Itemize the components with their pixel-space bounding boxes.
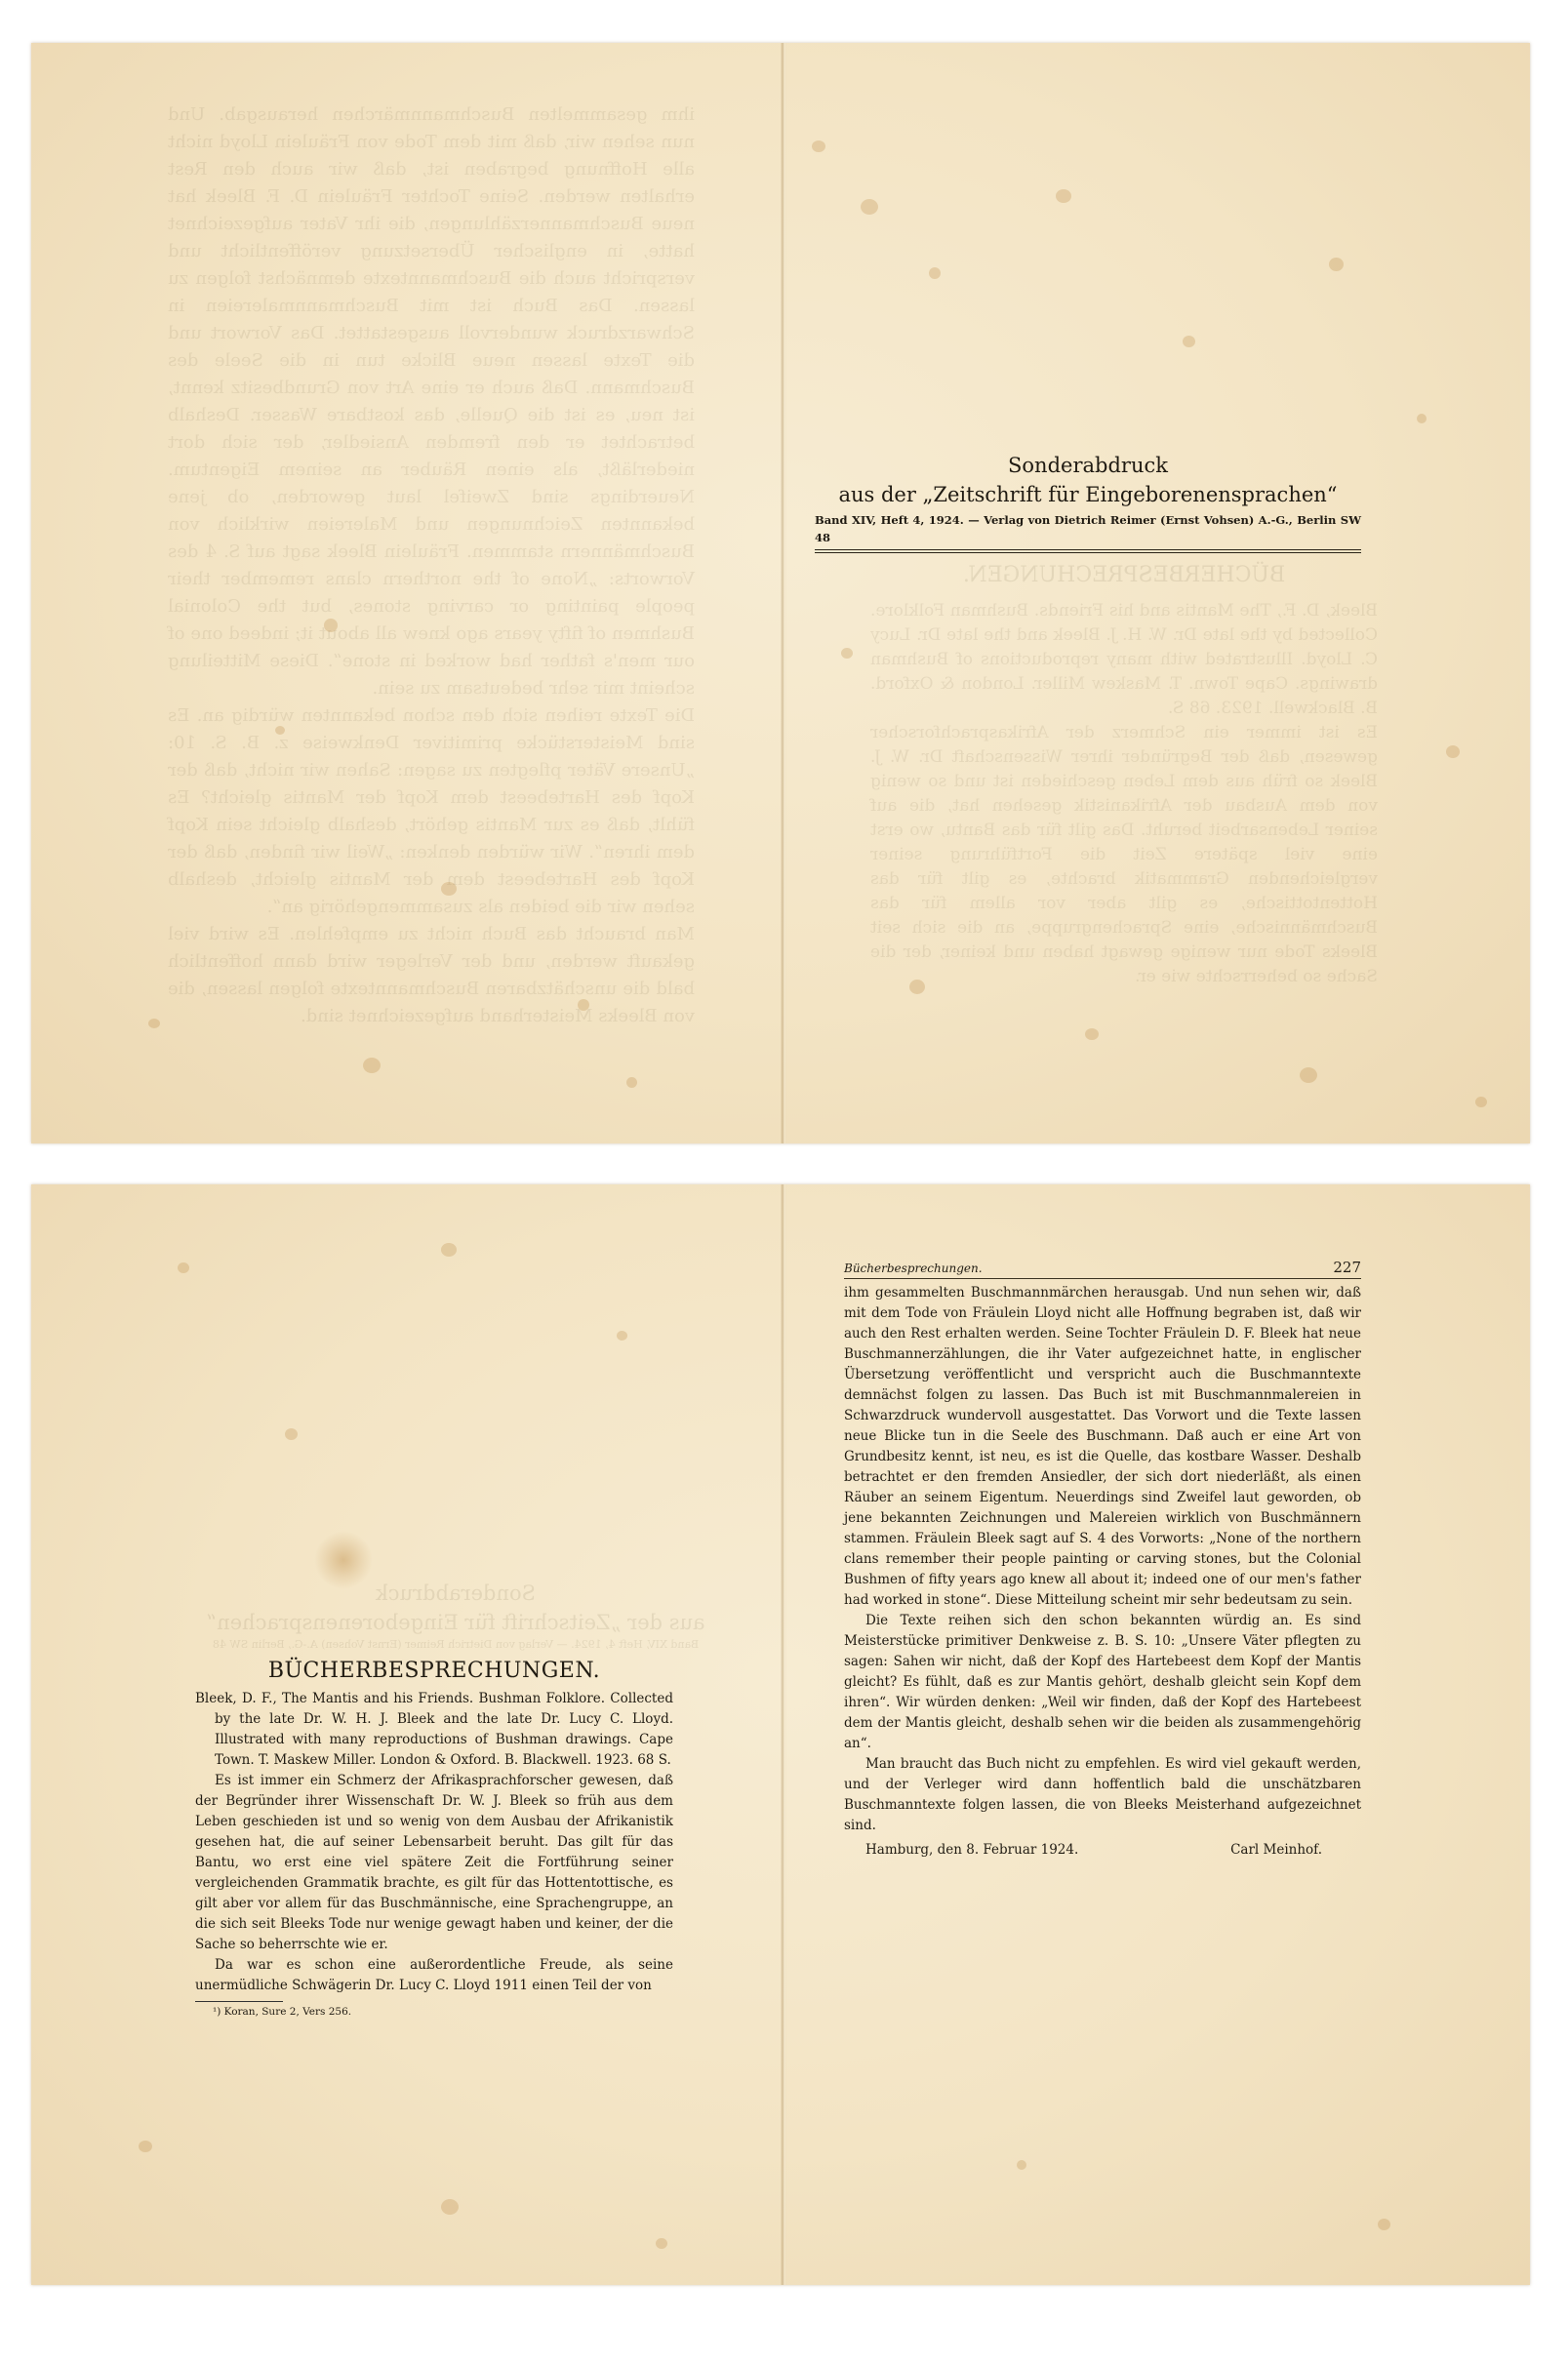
page-number: 227 <box>1333 1259 1361 1276</box>
foxing-spot <box>1378 2219 1390 2230</box>
bleed-through-heading: BÜCHERBESPRECHUNGEN. <box>962 563 1286 587</box>
foxing-spot <box>1017 2160 1026 2170</box>
sonderabdruck-block <box>815 451 1361 553</box>
bleed-through-sonderabdruck: Sonderabdruck aus der „Zeitschrift für Eingeborenensprachen“ Band XIV, Heft 4, 1924. — Verlag von Dietrich Reimer (Ernst Vohsen) A.-G., Berlin SW 48 <box>206 1582 705 1651</box>
foxing-spot <box>1183 336 1195 347</box>
foxing-spot <box>1056 189 1071 203</box>
page-paragraph: Die Texte reihen sich den schon bekannten würdig an. Es sind Meisterstücke primitiver Denkweise z. B. S. 10: „Unsere Väter pflegten zu sagen: Sahen wir nicht, daß der Kopf des Hartebeest dem Kopf der Mantis gleicht? Es fühlt, daß es zur Mantis gehört, deshalb gleicht sein Kopf dem ihren“. Wir würden denken: „Weil wir finden, daß der Kopf des Hartebeest dem der Mantis gleicht, deshalb sehen wir die beiden als zusammengehörig an“. <box>844 1613 1361 1751</box>
footnote-rule <box>195 2001 283 2002</box>
signature-name: Carl Meinhof. <box>1230 1842 1322 1858</box>
foxing-spot <box>1475 1097 1487 1107</box>
signature-line <box>844 1840 1361 1861</box>
bleed-through-left: ihm gesammelten Buschmannmärchen herausgab. Und nun sehen wir, daß mit dem Tode von Fräulein Lloyd nicht alle Hoffnung begraben ist, daß wir auch den Rest erhalten werden. Seine Tochter Fräulein D. F. Bleek hat neue Buschmannerzählungen, die ihr Vater aufgezeichnet hatte, in englischer Übersetzung veröffentlicht und verspricht auch die Buschmanntexte demnächst folgen zu lassen. Das Buch ist mit Buschmannmalereien in Schwarzdruck wundervoll ausgestattet. Das Vorwort und die Texte lassen neue Blicke tun in die Seele des Buschmann. Daß auch er eine Art von Grundbesitz kennt, ist neu, es ist die Quelle, das kostbare Wasser. Deshalb betrachtet er den fremden Ansiedler, der sich dort niederläßt, als einen Räuber an seinem Eigentum. Neuerdings sind Zweifel laut geworden, ob jene bekannten Zeichnungen und Malereien wirklich von Buschmännern stammen. Fräulein Bleek sagt auf S. 4 des Vorworts: „None of the northern clans remember their people painting or carving stones, but the Colonial Bushmen of fifty years ago knew all about it; indeed one of our men's father had worked in stone“. Diese Mitteilung scheint mir sehr bedeutsam zu sein. Die Texte reihen sich den schon bekannten würdig an. Es sind Meisterstücke primitiver Denkweise z. B. S. 10: „Unsere Väter pflegten zu sagen: Sahen wir nicht, daß der Kopf des Hartebeest dem Kopf der Mantis gleicht? Es fühlt, daß es zur Mantis gehört, deshalb gleicht sein Kopf dem ihren“. Wir würden denken: „Weil wir finden, daß der Kopf des Hartebeest dem der Mantis gleicht, deshalb sehen wir die beiden als zusammengehörig an“. Man braucht das Buch nicht zu empfehlen. Es wird viel gekauft werden, und der Verleger wird dann hoffentlich bald die unschätzbaren Buschmanntexte folgen lassen, die von Bleeks Meisterhand aufgezeichnet sind. <box>168 104 695 1026</box>
foxing-spot <box>178 1262 189 1273</box>
review-column <box>195 1659 673 2020</box>
center-fold <box>781 43 786 1143</box>
foxing-spot <box>324 619 338 632</box>
signature-place-date: Hamburg, den 8. Februar 1924. <box>865 1842 1079 1858</box>
foxing-spot <box>285 1428 298 1440</box>
review-heading: BÜCHERBESPRECHUNGEN. <box>267 1659 601 1683</box>
foxing-spot <box>441 1243 457 1257</box>
foxing-spot <box>275 726 285 735</box>
foxing-spot <box>841 648 853 659</box>
bleed-through-right: Bleek, D. F., The Mantis and his Friends. Bushman Folklore. Collected by the late Dr. W. H. J. Bleek and the late Dr. Lucy C. Lloyd. Illustrated with many reproductions of Bushman drawings. Cape Town. T. Maskew Miller. London & Oxford. B. Blackwell. 1923. 68 S. Es ist immer ein Schmerz der Afrikasprachforscher gewesen, daß der Begründer ihrer Wissenschaft Dr. W. J. Bleek so früh aus dem Leben geschieden ist und so wenig von dem Ausbau der Afrikanistik gesehen hat, die auf seiner Lebensarbeit beruht. Das gilt für das Bantu, wo erst eine viel spätere Zeit die Fortführung seiner vergleichenden Grammatik brachte, es gilt für das Hottentottische, es gilt aber vor allem für das Buschmännische, eine Sprachengruppe, an die sich seit Bleeks Tode nur wenige gewagt haben und keiner, der die Sache so beherrschte wie er. <box>870 601 1378 986</box>
foxing-spot <box>861 199 878 215</box>
running-head-title: Bücherbesprechungen. <box>844 1262 983 1275</box>
foxing-spot <box>929 267 941 279</box>
page-paragraph: ihm gesammelten Buschmannmärchen herausgab. Und nun sehen wir, daß mit dem Tode von Fräulein Lloyd nicht alle Hoffnung begraben ist, daß wir auch den Rest erhalten werden. Seine Tochter Fräulein D. F. Bleek hat neue Buschmannerzählungen, die ihr Vater aufgezeichnet hatte, in englischer Übersetzung veröffentlicht und verspricht auch die Buschmanntexte demnächst folgen zu lassen. Das Buch ist mit Buschmannmalereien in Schwarzdruck wundervoll ausgestattet. Das Vorwort und die Texte lassen neue Blicke tun in die Seele des Buschmann. Daß auch er eine Art von Grundbesitz kennt, ist neu, es ist die Quelle, das kostbare Wasser. Deshalb betrachtet er den fremden Ansiedler, der sich dort niederläßt, als einen Räuber an seinem Eigentum. Neuerdings sind Zweifel laut geworden, ob jene bekannten Zeichnungen und Malereien wirklich von Buschmännern stammen. Fräulein Bleek sagt auf S. 4 des Vorworts: „None of the northern clans remember their people painting or carving stones, but the Colonial Bushmen of fifty years ago knew all about it; indeed one of our men's father had worked in stone“. Diese Mitteilung scheint mir sehr bedeutsam zu sein. <box>844 1285 1361 1608</box>
review-bibliography: Bleek, D. F., The Mantis and his Friends. Bushman Folklore. Collected by the late Dr. W. H. J. Bleek and the late Dr. Lucy C. Lloyd. Illustrated with many reproductions of Bushman drawings. Cape Town. T. Maskew Miller. London & Oxford. B. Blackwell. 1923. 68 S. <box>195 1691 673 1768</box>
center-fold <box>781 1184 786 2285</box>
foxing-spot <box>1329 258 1344 271</box>
foxing-spot <box>626 1077 637 1088</box>
double-rule-bottom <box>815 552 1361 553</box>
page-paragraph: Man braucht das Buch nicht zu empfehlen. Es wird viel gekauft werden, und der Verleger wird dann hoffentlich bald die unschätzbaren Buschmanntexte folgen lassen, die von Bleeks Meisterhand aufgezeichnet sind. <box>844 1756 1361 1833</box>
foxing-spot <box>363 1058 381 1073</box>
foxing-spot <box>1300 1067 1317 1083</box>
running-header <box>844 1259 1361 1279</box>
foxing-spot <box>812 140 825 152</box>
sonderabdruck-subtitle: aus der „Zeitschrift für Eingeborenensprachen“ <box>838 483 1338 506</box>
stain-mark <box>314 1531 373 1589</box>
double-rule-top <box>815 549 1361 550</box>
foxing-spot <box>909 980 925 994</box>
foxing-spot <box>656 2238 667 2249</box>
sonderabdruck-imprint: Band XIV, Heft 4, 1924. — Verlag von Dietrich Reimer (Ernst Vohsen) A.-G., Berlin SW 48 <box>815 513 1361 544</box>
foxing-spot <box>1417 414 1427 423</box>
foxing-spot <box>617 1331 627 1341</box>
foxing-spot <box>1446 745 1460 758</box>
sonderabdruck-title: Sonderabdruck <box>1008 454 1168 477</box>
foxing-spot <box>139 2141 152 2152</box>
foxing-spot <box>148 1019 160 1028</box>
foxing-spot <box>441 2199 459 2215</box>
foxing-spot <box>578 999 589 1011</box>
footnote: ¹) Koran, Sure 2, Vers 256. <box>213 2006 352 2018</box>
foxing-spot <box>441 882 457 896</box>
top-sheet <box>31 43 1530 1143</box>
page-227 <box>844 1259 1361 1861</box>
review-paragraph: Es ist immer ein Schmerz der Afrikasprachforscher gewesen, daß der Begründer ihrer Wissenschaft Dr. W. J. Bleek so früh aus dem Leben geschieden ist und so wenig von dem Ausbau der Afrikanistik gesehen hat, die auf seiner Lebensarbeit beruht. Das gilt für das Bantu, wo erst eine viel spätere Zeit die Fortführung seiner vergleichenden Grammatik brachte, es gilt für das Hottentottische, es gilt aber vor allem für das Buschmännische, eine Sprachengruppe, an die sich seit Bleeks Tode nur wenige gewagt haben und keiner, der die Sache so beherrschte wie er. <box>195 1773 673 1952</box>
foxing-spot <box>1085 1028 1099 1040</box>
review-paragraph: Da war es schon eine außerordentliche Freude, als seine unermüdliche Schwägerin Dr. Lucy C. Lloyd 1911 einen Teil der von <box>195 1957 673 1993</box>
